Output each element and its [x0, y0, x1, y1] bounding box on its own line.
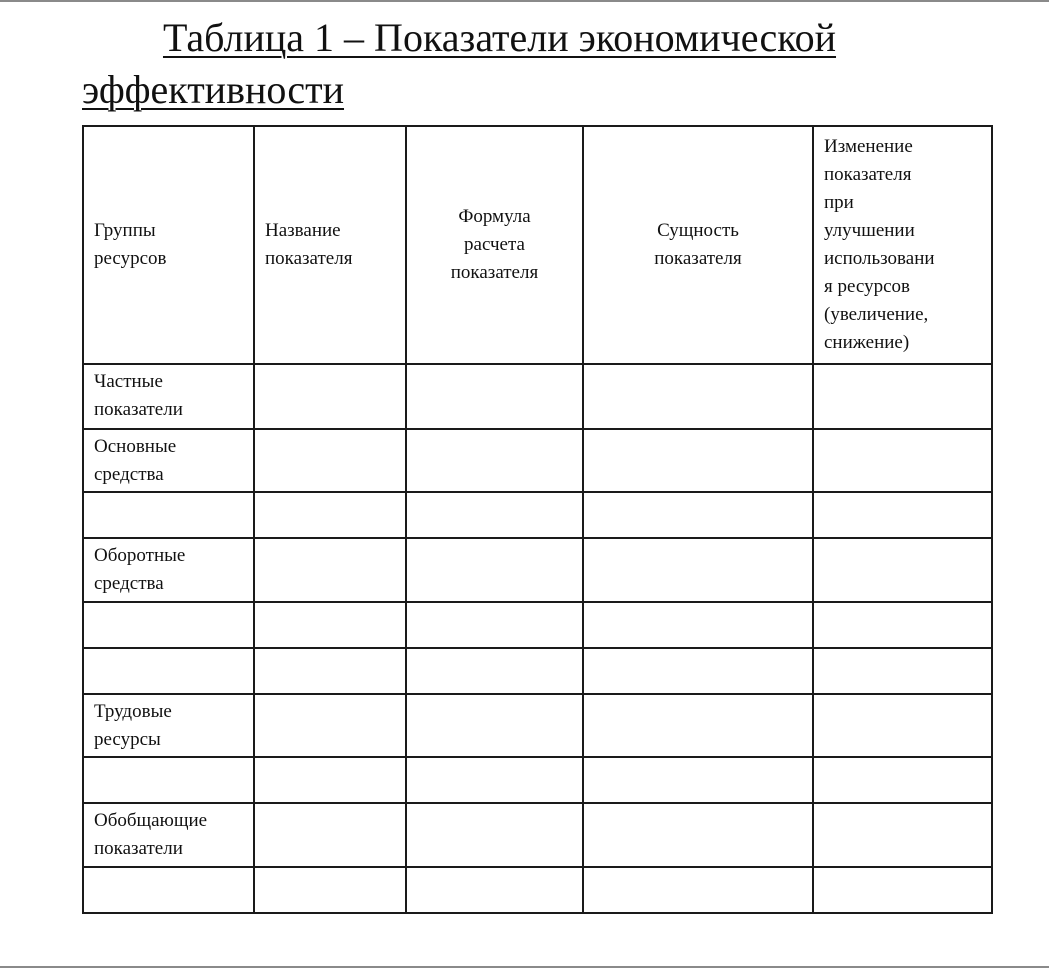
- table-cell: [406, 803, 583, 867]
- table-cell: [254, 492, 406, 538]
- table-cell: [254, 538, 406, 602]
- table-cell: [406, 757, 583, 803]
- table-cell: [254, 648, 406, 694]
- table-cell: [583, 694, 813, 757]
- header-resource-groups: Группы ресурсов: [83, 126, 254, 364]
- table-cell: [254, 429, 406, 492]
- table-cell: [813, 694, 992, 757]
- table-cell: [254, 364, 406, 429]
- table-cell: [254, 803, 406, 867]
- header-indicator-change: Изменение показателя при улучшении использовани я ресурсов (увеличение, снижение): [813, 126, 992, 364]
- table-cell: [583, 867, 813, 913]
- row-group-label: Частные показатели: [83, 364, 254, 429]
- table-cell: [813, 364, 992, 429]
- table-cell: [813, 867, 992, 913]
- table-cell: [583, 757, 813, 803]
- table-cell: [583, 538, 813, 602]
- row-group-label: Основные средства: [83, 429, 254, 492]
- table-cell: [583, 803, 813, 867]
- table-cell: [254, 602, 406, 648]
- table-cell: [406, 602, 583, 648]
- table-cell: [813, 757, 992, 803]
- row-group-label: [83, 648, 254, 694]
- row-group-label: [83, 757, 254, 803]
- table-caption-line1: Таблица 1 – Показатели экономической: [162, 15, 837, 60]
- table-row: [83, 867, 992, 913]
- header-indicator-name: Название показателя: [254, 126, 406, 364]
- table-cell: [406, 648, 583, 694]
- header-indicator-essence: Сущность показателя: [583, 126, 813, 364]
- table-cell: [406, 492, 583, 538]
- table-cell: [406, 694, 583, 757]
- header-calculation-formula: Формула расчета показателя: [406, 126, 583, 364]
- table-caption-line2: эффективности: [82, 67, 345, 112]
- table-cell: [406, 364, 583, 429]
- row-group-label: Обобщающие показатели: [83, 803, 254, 867]
- table-cell: [583, 648, 813, 694]
- table-cell: [813, 803, 992, 867]
- row-group-label: [83, 867, 254, 913]
- row-group-label: [83, 602, 254, 648]
- row-group-label: [83, 492, 254, 538]
- table-row: [83, 648, 992, 694]
- table-caption: [0, 12, 1049, 116]
- table-cell: [813, 538, 992, 602]
- row-group-label: Оборотные средства: [83, 538, 254, 602]
- table-row: [83, 364, 992, 429]
- table-cell: [254, 694, 406, 757]
- table-cell: [583, 492, 813, 538]
- table-row: [83, 602, 992, 648]
- top-border-line: [0, 0, 1049, 2]
- table-row: [83, 694, 992, 757]
- header-row: [83, 126, 992, 364]
- table-cell: [813, 429, 992, 492]
- indicators-table: [82, 125, 993, 914]
- table-cell: [813, 492, 992, 538]
- table-row: [83, 803, 992, 867]
- table-cell: [583, 429, 813, 492]
- table-cell: [406, 429, 583, 492]
- table-cell: [813, 648, 992, 694]
- table-cell: [583, 602, 813, 648]
- table-cell: [254, 867, 406, 913]
- row-group-label: Трудовые ресурсы: [83, 694, 254, 757]
- table-cell: [583, 364, 813, 429]
- table-row: [83, 757, 992, 803]
- bottom-border-line: [0, 966, 1049, 968]
- table-cell: [254, 757, 406, 803]
- table-cell: [406, 867, 583, 913]
- table-row: [83, 538, 992, 602]
- table-row: [83, 429, 992, 492]
- table-row: [83, 492, 992, 538]
- table-cell: [406, 538, 583, 602]
- table-cell: [813, 602, 992, 648]
